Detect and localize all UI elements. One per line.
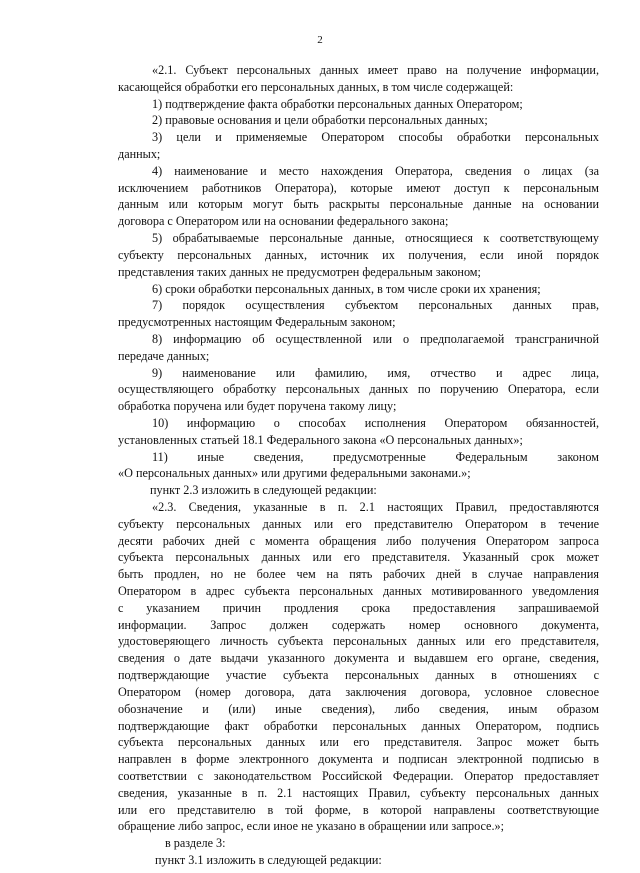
text-line: 3) цели и применяемые Оператором способы обработки персональных xyxy=(152,130,599,144)
text-line: с указанием причин продления срока предоставления запрашиваемой xyxy=(118,601,599,615)
text-line: пункт 2.3 изложить в следующей редакции: xyxy=(150,483,377,497)
text-line: Оператором (номер договора, дата заключения договора, условное словесное xyxy=(118,685,599,699)
text-line: быть продлен, но не более чем на пять рабочих дней в случае направления xyxy=(118,567,599,581)
text-line: 5) обрабатываемые персональные данные, относящиеся к соответствующему xyxy=(152,231,599,245)
text-line: осуществляющего обработку персональных данных по поручению Оператора, если xyxy=(118,382,599,396)
text-line: обработка поручена или будет поручена такому лицу; xyxy=(118,399,397,413)
text-line: подтверждающие участие субъекта персональных данных в отношениях с xyxy=(118,668,599,682)
text-line: удостоверяющего личность субъекта персональных данных или его представителя, xyxy=(118,634,599,648)
text-line: сведения о дате выдачи указанного документа и выдавшем его органе, сведения, xyxy=(118,651,599,665)
text-line: сведения, указанные в п. 2.1 настоящих Правил, субъекту персональных данных xyxy=(118,786,599,800)
text-line: «О персональных данных» или другими федеральными законами.»; xyxy=(118,466,471,480)
text-line: предусмотренных настоящим Федеральным законом; xyxy=(118,315,396,329)
text-line: субъекта персональных данных или его представителя. Запрос может быть xyxy=(118,735,599,749)
text-line: 1) подтверждение факта обработки персональных данных Оператором; xyxy=(152,97,523,111)
text-line: 6) сроки обработки персональных данных, в том числе сроки их хранения; xyxy=(152,282,541,296)
text-line: передаче данных; xyxy=(118,349,210,363)
text-line: 7) порядок осуществления субъектом персональных данных прав, xyxy=(152,298,599,312)
text-line: десяти рабочих дней с момента обращения либо получения Оператором запроса xyxy=(118,534,599,548)
text-line: установленных статьей 18.1 Федерального закона «О персональных данных»; xyxy=(118,433,523,447)
text-line: подтверждающие факт обработки персональных данных Оператором, подпись xyxy=(118,719,599,733)
text-line: договора с Оператором или на основании федерального закона; xyxy=(118,214,449,228)
text-line: данных; xyxy=(118,147,161,161)
text-line: информации. Запрос должен содержать номер основного документа, xyxy=(118,618,599,632)
text-line: «2.3. Сведения, указанные в п. 2.1 настоящих Правил, предоставляются xyxy=(152,500,599,514)
text-line: 10) информацию о способах исполнения Оператором обязанностей, xyxy=(152,416,599,430)
text-line: Оператором в адрес субъекта персональных данных мотивированного уведомления xyxy=(118,584,599,598)
page-number: 2 xyxy=(317,34,323,46)
text-line: обозначение и (или) иные сведения), либо сведения, иным образом xyxy=(118,702,599,716)
text-line: касающейся обработки его персональных данных, в том числе содержащей: xyxy=(118,80,514,94)
text-line: 4) наименование и место нахождения Оператора, сведения о лицах (за xyxy=(152,164,599,178)
text-line: направлен в форме электронного документа и подписан электронной подписью в xyxy=(118,752,599,766)
text-line: данным или которым могут быть раскрыты персональные данные на основании xyxy=(118,197,599,211)
text-line: соответствии с законодательством Российской Федерации. Оператор предоставляет xyxy=(118,769,599,783)
text-line: или его представителю в той форме, в которой направлены соответствующие xyxy=(118,803,599,817)
text-line: в разделе 3: xyxy=(165,836,226,850)
text-line: 9) наименование или фамилию, имя, отчество и адрес лица, xyxy=(152,366,599,380)
text-line: 8) информацию об осуществленной или о предполагаемой трансграничной xyxy=(152,332,599,346)
text-line: 11) иные сведения, предусмотренные Федеральным законом xyxy=(152,450,599,464)
text-line: 2) правовые основания и цели обработки персональных данных; xyxy=(152,113,488,127)
text-line: субъекту персональных данных или его представителю Оператором в течение xyxy=(118,517,599,531)
text-line: исключением работников Оператора), которые имеют доступ к персональным xyxy=(118,181,599,195)
text-line: представления таких данных не предусмотрен федеральным законом; xyxy=(118,265,481,279)
text-line: субъекта персональных данных или его представителя. Указанный срок может xyxy=(118,550,599,564)
text-line: субъекту персональных данных, источник их получения, если иной порядок xyxy=(118,248,599,262)
text-line: пункт 3.1 изложить в следующей редакции: xyxy=(155,853,382,867)
text-line: «2.1. Субъект персональных данных имеет право на получение информации, xyxy=(152,63,599,77)
text-line: обращение либо запрос, если иное не указано в обращении или запросе.»; xyxy=(118,819,504,833)
